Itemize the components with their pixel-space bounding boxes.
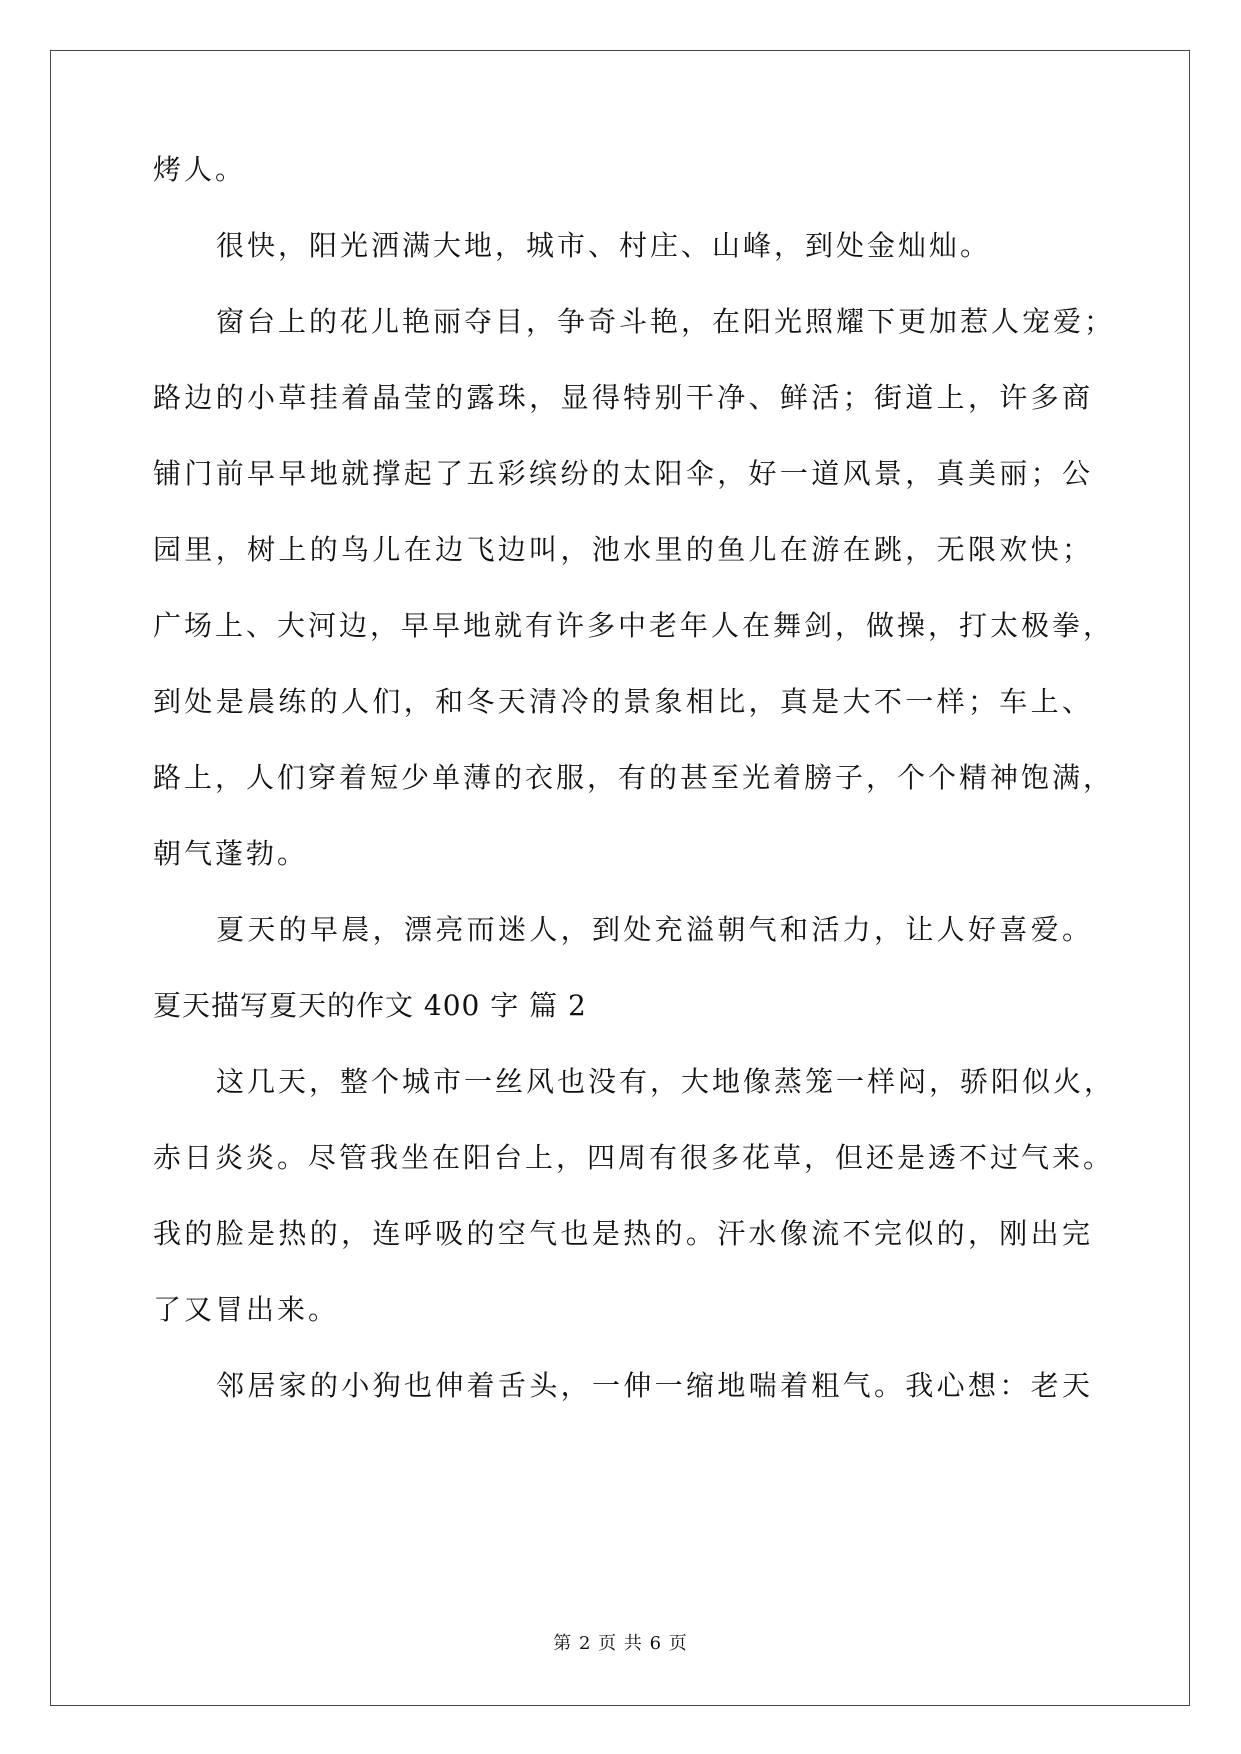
- text-line-4: 路边的小草挂着晶莹的露珠，显得特别干净、鲜活；街道上，许多商: [153, 381, 1093, 414]
- text-line-16: 了又冒出来。: [153, 1293, 340, 1326]
- text-line-13: 这几天，整个城市一丝风也没有，大地像蒸笼一样闷，骄阳似火，: [216, 1065, 1116, 1098]
- text-line-6: 园里，树上的鸟儿在边飞边叫，池水里的鱼儿在游在跳，无限欢快；: [153, 533, 1093, 566]
- page-number: 第 2 页 共 6 页: [553, 1633, 688, 1654]
- text-line-3: 窗台上的花儿艳丽夺目，争奇斗艳，在阳光照耀下更加惹人宠爱；: [216, 305, 1116, 338]
- text-line-10: 朝气蓬勃。: [153, 837, 309, 870]
- text-line-8: 到处是晨练的人们，和冬天清冷的景象相比，真是大不一样；车上、: [153, 685, 1093, 718]
- text-line-17: 邻居家的小狗也伸着舌头，一伸一缩地喘着粗气。我心想：老天: [216, 1369, 1093, 1402]
- text-line-14: 赤日炎炎。尽管我坐在阳台上，四周有很多花草，但还是透不过气来。: [153, 1141, 1115, 1174]
- text-line-5: 铺门前早早地就撑起了五彩缤纷的太阳伞，好一道风景，真美丽；公: [153, 457, 1093, 490]
- text-line-11: 夏天的早晨，漂亮而迷人，到处充溢朝气和活力，让人好喜爱。: [216, 913, 1093, 946]
- text-line-1: 烤人。: [153, 153, 247, 186]
- page-border: [50, 50, 1190, 1706]
- text-line-7: 广场上、大河边，早早地就有许多中老年人在舞剑，做操，打太极拳，: [153, 609, 1115, 642]
- text-line-9: 路上，人们穿着短少单薄的衣服，有的甚至光着膀子，个个精神饱满，: [153, 761, 1115, 794]
- text-line-2: 很快，阳光洒满大地，城市、村庄、山峰，到处金灿灿。: [216, 229, 992, 262]
- section-heading: 夏天描写夏天的作文 400 字 篇 2: [153, 989, 587, 1022]
- text-line-15: 我的脸是热的，连呼吸的空气也是热的。汗水像流不完似的，刚出完: [153, 1217, 1093, 1250]
